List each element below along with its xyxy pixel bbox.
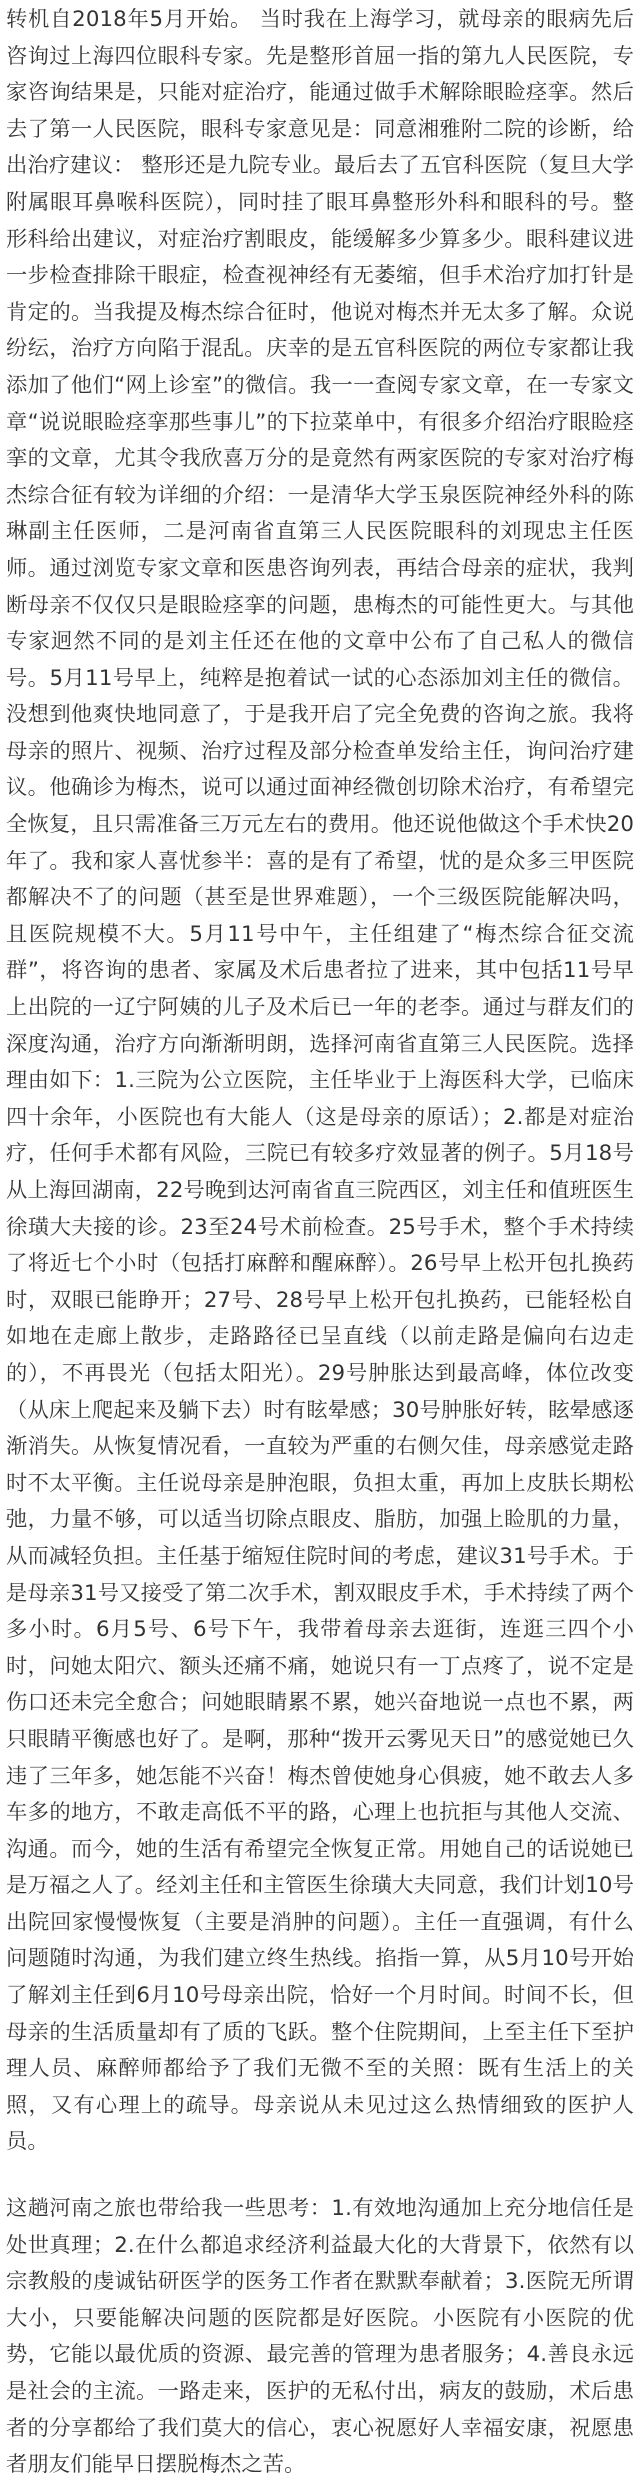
article-paragraph-story: 转机自2018年5月开始。 当时我在上海学习，就母亲的眼病先后咨询过上海四位眼科专家。先是整形首屈一指的第九人民医院，专家咨询结果是，只能对症治疗，能通过做手术解除眼睑痉挛。然后去了第一人民医院，眼科专家意见是：同意湘雅附二院的诊断，给出治疗建议： 整形还是九院专业。最后去了五官科医院（复旦大学附属眼耳鼻喉科医院），同时挂了眼耳鼻整形外科和眼科的号。整形科给出建议，对症治疗割眼皮，能缓解多少算多少。眼科建议进一步检查排除干眼症，检查视神经有无萎缩，但手术治疗加打针是肯定的。当我提及梅杰综合征时，他说对梅杰并无太多了解。众说纷纭，治疗方向陷于混乱。庆幸的是五官科医院的两位专家都让我添加了他们“网上诊室”的微信。我一一查阅专家文章，在一专家文章“说说眼睑痉挛那些事儿”的下拉菜单中，有很多介绍治疗眼睑痉挛的文章，尤其令我欣喜万分的是竟然有两家医院的专家对治疗梅杰综合征有较为详细的介绍：一是清华大学玉泉医院神经外科的陈琳副主任医师，二是河南省直第三人民医院眼科的刘现忠主任医师。通过浏览专家文章和医患咨询列表，再结合母亲的症状，我判断母亲不仅仅只是眼睑痉挛的问题，患梅杰的可能性更大。与其他专家迥然不同的是刘主任还在他的文章中公布了自己私人的微信号。5月11号早上，纯粹是抱着试一试的心态添加刘主任的微信。没想到他爽快地同意了，于是我开启了完全免费的咨询之旅。我将母亲的照片、视频、治疗过程及部分检查单发给主任，询问治疗建议。他确诊为梅杰，说可以通过面神经微创切除术治疗，有希望完全恢复，且只需准备三万元左右的费用。他还说他做这个手术快20年了。我和家人喜忧参半：喜的是有了希望，忧的是众多三甲医院都解决不了的问题（甚至是世界难题），一个三级医院能解决吗，且医院规模不大。5月11号中午，主任组建了“梅杰综合征交流群”，将咨询的患者、家属及术后患者拉了进来，其中包括11号早上出院的一辽宁阿姨的儿子及术后已一年的老李。通过与群友们的深度沟通，治疗方向渐渐明朗，选择河南省直第三人民医院。选择理由如下：1.三院为公立医院，主任毕业于上海医科大学，已临床四十余年，小医院也有大能人（这是母亲的原话）；2.都是对症治疗，任何手术都有风险，三院已有较多疗效显著的例子。5月18号从上海回湖南，22号晚到达河南省直三院西区，刘主任和值班医生徐璜大夫接的诊。23至24号术前检查。25号手术，整个手术持续了将近七个小时（包括打麻醉和醒麻醉）。26号早上松开包扎换药时，双眼已能睁开；27号、28号早上松开包扎换药，已能轻松自如地在走廊上散步，走路路径已呈直线（以前走路是偏向右边走的），不再畏光（包括太阳光）。29号肿胀达到最高峰，体位改变（从床上爬起来及躺下去）时有眩晕感；30号肿胀好转，眩晕感逐渐消失。从恢复情况看，一直较为严重的右侧欠佳，母亲感觉走路时不太平衡。主任说母亲是肿泡眼，负担太重，再加上皮肤长期松弛，力量不够，可以适当切除点眼皮、脂肪，加强上睑肌的力量，从而减轻负担。主任基于缩短住院时间的考虑，建议31号手术。于是母亲31号又接受了第二次手术，割双眼皮手术，手术持续了两个多小时。6月5号、6号下午，我带着母亲去逛街，连逛三四个小时，问她太阳穴、额头还痛不痛，她说只有一丁点疼了，说不定是伤口还未完全愈合；问她眼睛累不累，她兴奋地说一点也不累，两只眼睛平衡感也好了。是啊，那种“拨开云雾见天日”的感觉她已久违了三年多，她怎能不兴奋！梅杰曾使她身心俱疲，她不敢去人多车多的地方，不敢走高低不平的路，心理上也抗拒与其他人交流、沟通。而今，她的生活有希望完全恢复正常。用她自己的话说她已是万福之人了。经刘主任和主管医生徐璜大夫同意，我们计划10号出院回家慢慢恢复（主要是消肿的问题）。主任一直强调，有什么问题随时沟通，为我们建立终生热线。掐指一算，从5月10号开始了解刘主任到6月10号母亲出院，恰好一个月时间。时间不长，但母亲的生活质量却有了质的飞跃。整个住院期间，上至主任下至护理人员、麻醉师都给予了我们无微不至的关照：既有生活上的关照，又有心理上的疏导。母亲说从未见过这么热情细致的医护人员。 <box>6 7 634 2155</box>
article-paragraph-reflections: 这趟河南之旅也带给我一些思考：1.有效地沟通加上充分地信任是处世真理；2.在什么都追求经济利益最大化的大背景下，依然有以宗教般的虔诚钻研医学的医务工作者在默默奉献着；3.医院无所谓大小，只要能解决问题的医院都是好医院。小医院有小医院的优势，它能以最优质的资源、最完善的管理为患者服务；4.善良永远是社会的主流。一路走来，医护的无私付出，病友的鼓励，术后患者的分享都给了我们莫大的信心，衷心祝愿好人幸福安康，祝愿患者朋友们能早日摆脱梅杰之苦。 <box>6 2196 634 2478</box>
paragraph-spacer <box>6 2161 634 2191</box>
article-body <box>6 2 634 2484</box>
